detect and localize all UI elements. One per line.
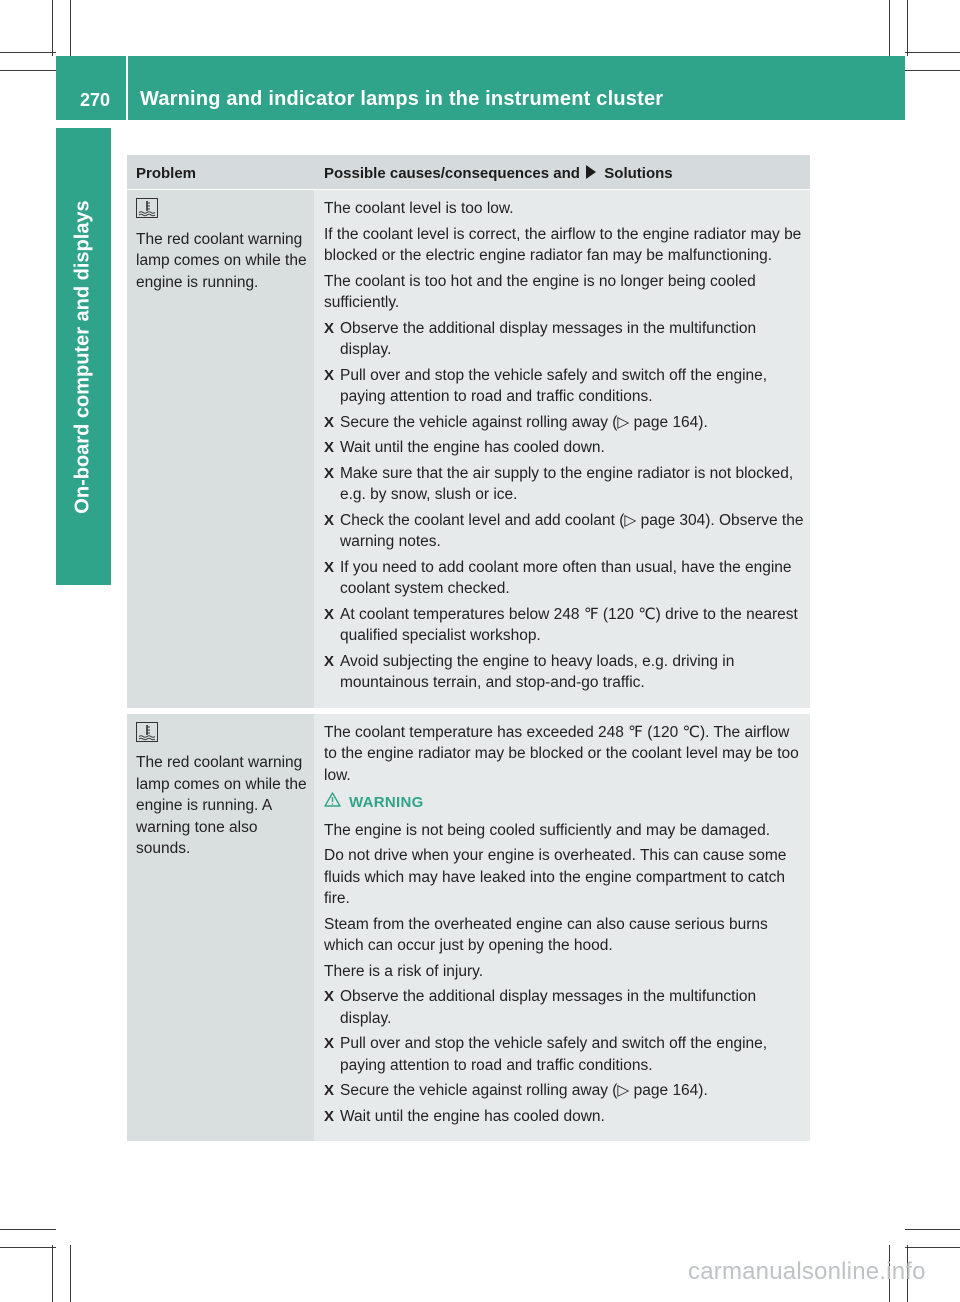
step-text: Pull over and stop the vehicle safely and switch off the engine, paying attention to road and traffic conditions. xyxy=(340,1035,768,1074)
section-tab-label: On-board computer and displays xyxy=(71,200,94,514)
play-arrow-icon xyxy=(586,165,596,179)
crop-mark xyxy=(905,1247,960,1248)
action-step xyxy=(324,365,804,408)
action-step xyxy=(324,318,804,361)
step-text: Observe the additional display messages in the multifunction display. xyxy=(340,319,757,358)
action-step xyxy=(324,463,804,506)
action-step xyxy=(324,1106,804,1128)
header-problem: Problem xyxy=(136,165,197,182)
problem-cell xyxy=(127,190,314,708)
action-step xyxy=(324,1033,804,1076)
action-step xyxy=(324,986,804,1029)
action-step xyxy=(324,437,804,459)
crop-mark xyxy=(0,52,56,53)
action-step xyxy=(324,651,804,694)
crop-mark xyxy=(905,52,960,53)
action-step xyxy=(324,510,804,553)
coolant-temperature-icon xyxy=(136,198,158,218)
problem-cell xyxy=(127,714,314,1142)
header-solutions xyxy=(314,155,810,189)
step-marker: X xyxy=(324,988,335,1005)
cause-paragraph: The coolant temperature has exceeded 248 ℉ (120 ℃). The airflow to the engine radiator may be blocked or the coolant level may be too low. xyxy=(324,723,799,784)
step-marker: X xyxy=(324,464,335,482)
action-step xyxy=(324,604,804,647)
cause-paragraph: The coolant level is too low. xyxy=(324,200,514,217)
step-text: Observe the additional display messages in the multifunction display. xyxy=(340,988,757,1027)
action-step xyxy=(324,1080,804,1102)
crop-mark xyxy=(0,1247,56,1248)
page-title: Warning and indicator lamps in the instrument cluster xyxy=(140,88,664,110)
step-text: Pull over and stop the vehicle safely and switch off the engine, paying attention to road and traffic conditions. xyxy=(340,366,768,405)
warning-paragraph: Do not drive when your engine is overheated. This can cause some fluids which may have leaked into the engine compartment to catch fire. xyxy=(324,847,787,907)
warning-triangle-icon xyxy=(324,792,341,814)
step-text: Secure the vehicle against rolling away (▷ page 164). xyxy=(340,1082,708,1099)
step-text: Make sure that the air supply to the engine radiator is not blocked, e.g. by snow, slush or ice. xyxy=(340,464,794,503)
solution-cell xyxy=(314,190,810,708)
table-header xyxy=(127,155,810,189)
cause-paragraph: The coolant is too hot and the engine is no longer being cooled sufficiently. xyxy=(324,272,756,311)
table-row xyxy=(127,189,810,708)
problem-solution-table xyxy=(127,155,810,1141)
page-number: 270 xyxy=(80,90,111,110)
problem-text: The red coolant warning lamp comes on while the engine is running. A warning tone also sounds. xyxy=(136,754,307,857)
step-marker: X xyxy=(324,558,335,576)
crop-mark xyxy=(905,70,960,71)
crop-mark xyxy=(70,0,71,56)
warning-paragraph: Steam from the overheated engine can also cause serious burns which can occur just by opening the hood. xyxy=(324,915,768,954)
warning-heading xyxy=(324,792,804,814)
problem-text: The red coolant warning lamp comes on while the engine is running. xyxy=(136,230,307,291)
header-solutions-post: Solutions xyxy=(604,165,673,182)
coolant-temperature-icon xyxy=(136,722,158,742)
step-marker: X xyxy=(324,1035,335,1052)
step-marker: X xyxy=(324,439,335,456)
crop-mark xyxy=(889,0,890,56)
action-step xyxy=(324,412,804,434)
crop-mark xyxy=(907,0,908,56)
step-text: Secure the vehicle against rolling away (▷ page 164). xyxy=(340,413,708,431)
warning-label: WARNING xyxy=(349,794,424,811)
header-solutions-pre: Possible causes/consequences and xyxy=(324,165,580,182)
crop-mark xyxy=(52,0,53,56)
step-text: Avoid subjecting the engine to heavy loads, e.g. driving in mountainous terrain, and stop-and-go traffic. xyxy=(340,652,735,691)
step-marker: X xyxy=(324,652,335,670)
solution-cell xyxy=(314,714,810,1142)
action-step xyxy=(324,557,804,600)
step-marker: X xyxy=(324,1107,335,1125)
step-text: Wait until the engine has cooled down. xyxy=(340,439,605,456)
step-text: Wait until the engine has cooled down. xyxy=(340,1107,605,1125)
header-divider xyxy=(126,56,128,120)
cause-paragraph: If the coolant level is correct, the airflow to the engine radiator may be blocked or the electric engine radiator fan may be malfunctioning. xyxy=(324,225,802,264)
step-marker: X xyxy=(324,413,335,431)
crop-mark xyxy=(905,1229,960,1230)
step-text: Check the coolant level and add coolant (▷ page 304). Observe the warning notes. xyxy=(340,511,804,550)
step-text: At coolant temperatures below 248 ℉ (120 ℃) drive to the nearest qualified specialist workshop. xyxy=(340,605,798,644)
step-marker: X xyxy=(324,366,335,384)
table-row xyxy=(127,708,810,1142)
step-marker: X xyxy=(324,511,335,529)
step-marker: X xyxy=(324,1082,335,1099)
crop-mark xyxy=(0,1229,56,1230)
warning-paragraph: The engine is not being cooled sufficiently and may be damaged. xyxy=(324,821,771,839)
watermark: carmanualsonline.info xyxy=(688,1258,926,1285)
step-text: If you need to add coolant more often than usual, have the engine coolant system checked. xyxy=(340,558,792,597)
crop-mark xyxy=(52,1245,53,1302)
crop-mark xyxy=(70,1245,71,1302)
crop-mark xyxy=(0,70,56,71)
step-marker: X xyxy=(324,319,335,337)
step-marker: X xyxy=(324,605,335,623)
warning-paragraph: There is a risk of injury. xyxy=(324,962,484,980)
